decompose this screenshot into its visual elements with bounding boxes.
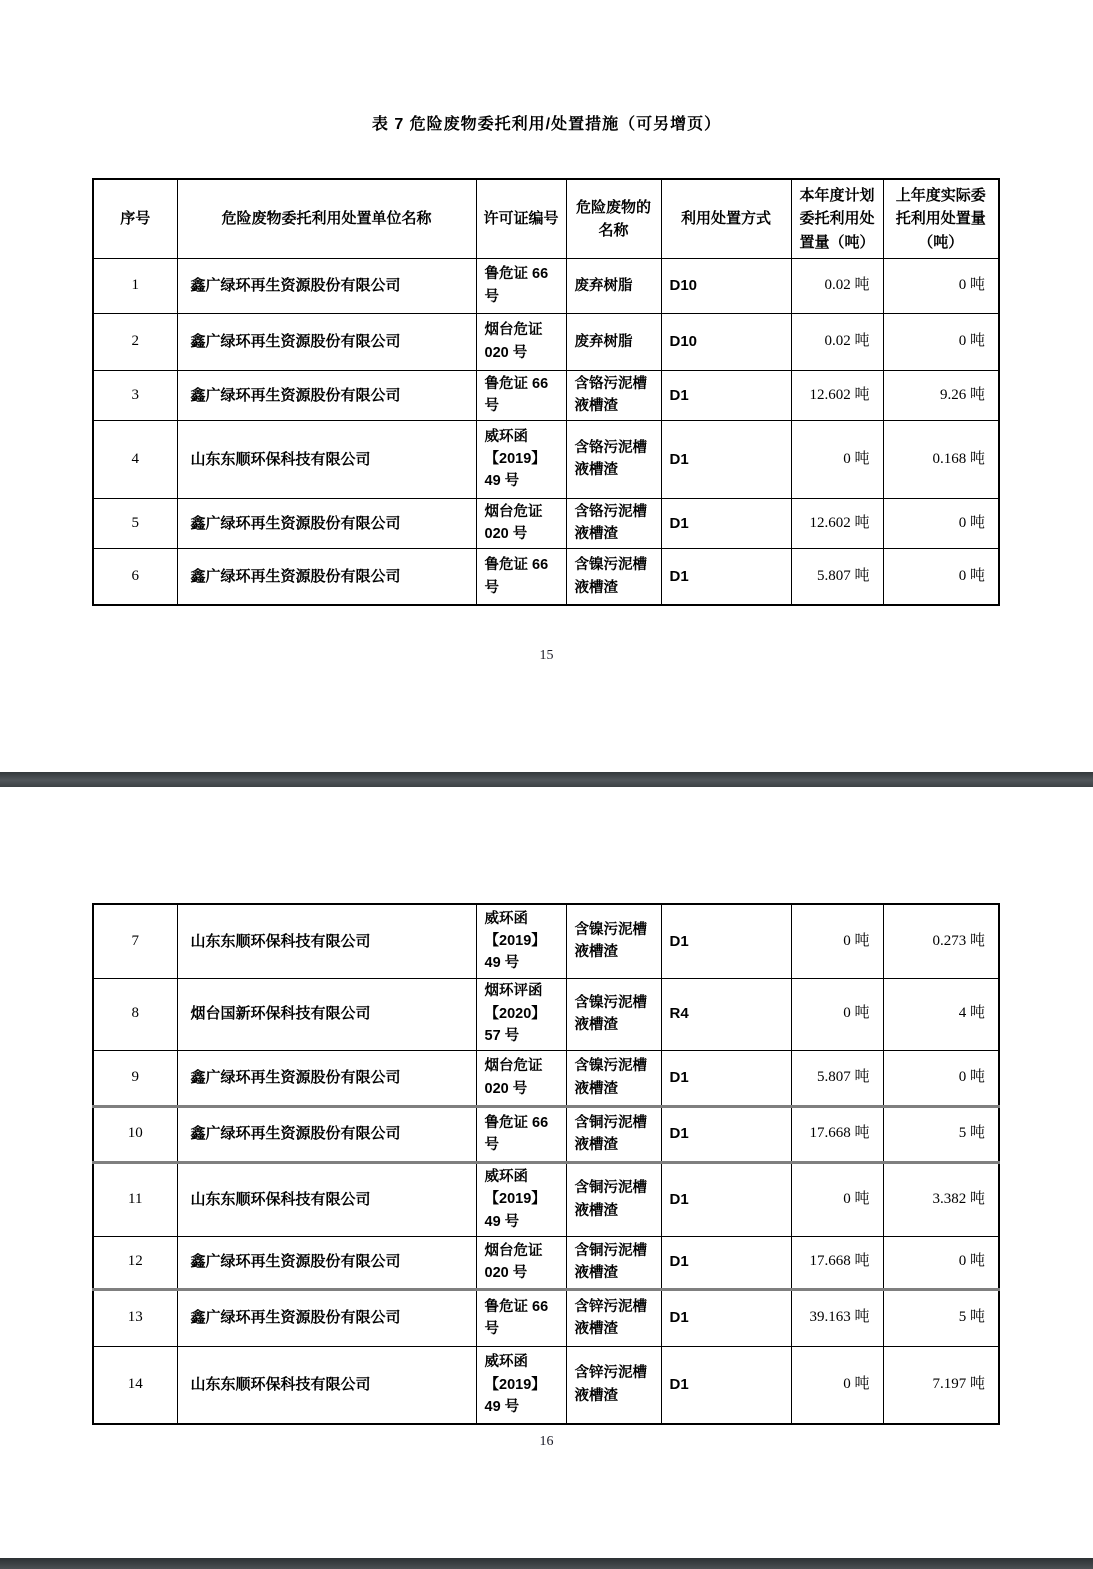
actual-amount-cell: 0.273 吨 [883,904,999,978]
waste-name-cell: 含铬污泥槽液槽渣 [566,498,661,548]
actual-amount-cell: 9.26 吨 [883,370,999,420]
planned-amount-cell: 0.02 吨 [791,313,883,370]
unit-name-cell: 鑫广绿环再生资源股份有限公司 [177,498,476,548]
table-row [93,1050,999,1106]
unit-name-cell: 山东东顺环保科技有限公司 [177,420,476,498]
planned-amount-cell: 0 吨 [791,904,883,978]
waste-name-cell: 含镍污泥槽液槽渣 [566,904,661,978]
license-no-cell: 鲁危证 66 号 [476,548,566,605]
license-no-cell: 威环函【2019】49 号 [476,420,566,498]
disposal-method-cell: D1 [661,1289,791,1346]
table-row [93,1236,999,1289]
license-no-cell: 烟台危证 020 号 [476,313,566,370]
table-row [93,258,999,313]
actual-amount-cell: 0 吨 [883,1236,999,1289]
waste-name-cell: 废弃树脂 [566,313,661,370]
waste-name-cell: 含铜污泥槽液槽渣 [566,1236,661,1289]
waste-name-cell: 含铬污泥槽液槽渣 [566,420,661,498]
index-cell: 14 [93,1346,177,1424]
header-index: 序号 [93,179,177,258]
actual-amount-cell: 4 吨 [883,978,999,1050]
disposal-method-cell: D1 [661,1346,791,1424]
waste-name-cell: 含铜污泥槽液槽渣 [566,1162,661,1236]
disposal-method-cell: D1 [661,1236,791,1289]
license-no-cell: 烟环评函【2020】57 号 [476,978,566,1050]
planned-amount-cell: 12.602 吨 [791,370,883,420]
index-cell: 8 [93,978,177,1050]
disposal-method-cell: D10 [661,258,791,313]
table-row [93,1346,999,1424]
planned-amount-cell: 0.02 吨 [791,258,883,313]
planned-amount-cell: 12.602 吨 [791,498,883,548]
index-cell: 6 [93,548,177,605]
planned-amount-cell: 39.163 吨 [791,1289,883,1346]
unit-name-cell: 鑫广绿环再生资源股份有限公司 [177,370,476,420]
actual-amount-cell: 0.168 吨 [883,420,999,498]
table-header-row [93,179,999,258]
header-unit-name: 危险废物委托利用处置单位名称 [177,179,476,258]
disposal-method-cell: R4 [661,978,791,1050]
unit-name-cell: 鑫广绿环再生资源股份有限公司 [177,1289,476,1346]
planned-amount-cell: 5.807 吨 [791,548,883,605]
unit-name-cell: 鑫广绿环再生资源股份有限公司 [177,313,476,370]
actual-amount-cell: 3.382 吨 [883,1162,999,1236]
disposal-method-cell: D1 [661,904,791,978]
unit-name-cell: 鑫广绿环再生资源股份有限公司 [177,1236,476,1289]
license-no-cell: 威环函【2019】49 号 [476,1346,566,1424]
index-cell: 5 [93,498,177,548]
waste-name-cell: 含铜污泥槽液槽渣 [566,1106,661,1162]
table-row [93,1289,999,1346]
disposal-method-cell: D1 [661,498,791,548]
hazardous-waste-table-page2 [92,903,1000,1425]
table-row [93,1162,999,1236]
waste-name-cell: 含锌污泥槽液槽渣 [566,1289,661,1346]
actual-amount-cell: 5 吨 [883,1106,999,1162]
document-title: 表 7 危险废物委托利用/处置措施（可另增页） [371,116,722,133]
table-row [93,370,999,420]
license-no-cell: 烟台危证 020 号 [476,498,566,548]
disposal-method-cell: D1 [661,420,791,498]
actual-amount-cell: 7.197 吨 [883,1346,999,1424]
license-no-cell: 烟台危证 020 号 [476,1050,566,1106]
waste-name-cell: 含镍污泥槽液槽渣 [566,1050,661,1106]
index-cell: 3 [93,370,177,420]
planned-amount-cell: 0 吨 [791,1346,883,1424]
license-no-cell: 鲁危证 66 号 [476,258,566,313]
table-row [93,548,999,605]
disposal-method-cell: D1 [661,1050,791,1106]
license-no-cell: 鲁危证 66 号 [476,1289,566,1346]
actual-amount-cell: 5 吨 [883,1289,999,1346]
index-cell: 7 [93,904,177,978]
header-planned-amount: 本年度计划委托利用处置量（吨） [791,179,883,258]
unit-name-cell: 山东东顺环保科技有限公司 [177,1162,476,1236]
header-disposal-method: 利用处置方式 [661,179,791,258]
license-no-cell: 烟台危证 020 号 [476,1236,566,1289]
header-actual-amount: 上年度实际委托利用处置量（吨） [883,179,999,258]
license-no-cell: 威环函【2019】49 号 [476,1162,566,1236]
planned-amount-cell: 0 吨 [791,1162,883,1236]
index-cell: 12 [93,1236,177,1289]
planned-amount-cell: 0 吨 [791,978,883,1050]
page-number-16: 16 [539,1434,554,1449]
page-separator-bottom [0,1558,1093,1569]
planned-amount-cell: 5.807 吨 [791,1050,883,1106]
waste-name-cell: 含镍污泥槽液槽渣 [566,548,661,605]
unit-name-cell: 烟台国新环保科技有限公司 [177,978,476,1050]
index-cell: 4 [93,420,177,498]
unit-name-cell: 鑫广绿环再生资源股份有限公司 [177,258,476,313]
index-cell: 13 [93,1289,177,1346]
waste-name-cell: 废弃树脂 [566,258,661,313]
disposal-method-cell: D1 [661,1162,791,1236]
index-cell: 1 [93,258,177,313]
actual-amount-cell: 0 吨 [883,548,999,605]
table-row [93,904,999,978]
actual-amount-cell: 0 吨 [883,1050,999,1106]
unit-name-cell: 鑫广绿环再生资源股份有限公司 [177,548,476,605]
table-row [93,313,999,370]
header-license-no: 许可证编号 [476,179,566,258]
license-no-cell: 鲁危证 66 号 [476,1106,566,1162]
table-row [93,420,999,498]
planned-amount-cell: 17.668 吨 [791,1106,883,1162]
page-separator [0,772,1093,787]
disposal-method-cell: D1 [661,370,791,420]
index-cell: 10 [93,1106,177,1162]
unit-name-cell: 山东东顺环保科技有限公司 [177,904,476,978]
waste-name-cell: 含锌污泥槽液槽渣 [566,1346,661,1424]
license-no-cell: 威环函【2019】49 号 [476,904,566,978]
waste-name-cell: 含铬污泥槽液槽渣 [566,370,661,420]
unit-name-cell: 鑫广绿环再生资源股份有限公司 [177,1106,476,1162]
actual-amount-cell: 0 吨 [883,258,999,313]
unit-name-cell: 鑫广绿环再生资源股份有限公司 [177,1050,476,1106]
index-cell: 11 [93,1162,177,1236]
page-number-15: 15 [539,648,554,663]
actual-amount-cell: 0 吨 [883,498,999,548]
disposal-method-cell: D10 [661,313,791,370]
index-cell: 9 [93,1050,177,1106]
license-no-cell: 鲁危证 66 号 [476,370,566,420]
header-waste-name: 危险废物的名称 [566,179,661,258]
index-cell: 2 [93,313,177,370]
planned-amount-cell: 17.668 吨 [791,1236,883,1289]
disposal-method-cell: D1 [661,1106,791,1162]
table-row [93,978,999,1050]
unit-name-cell: 山东东顺环保科技有限公司 [177,1346,476,1424]
actual-amount-cell: 0 吨 [883,313,999,370]
waste-name-cell: 含镍污泥槽液槽渣 [566,978,661,1050]
planned-amount-cell: 0 吨 [791,420,883,498]
table-row [93,1106,999,1162]
disposal-method-cell: D1 [661,548,791,605]
hazardous-waste-table-page1 [92,178,1000,606]
table-row [93,498,999,548]
